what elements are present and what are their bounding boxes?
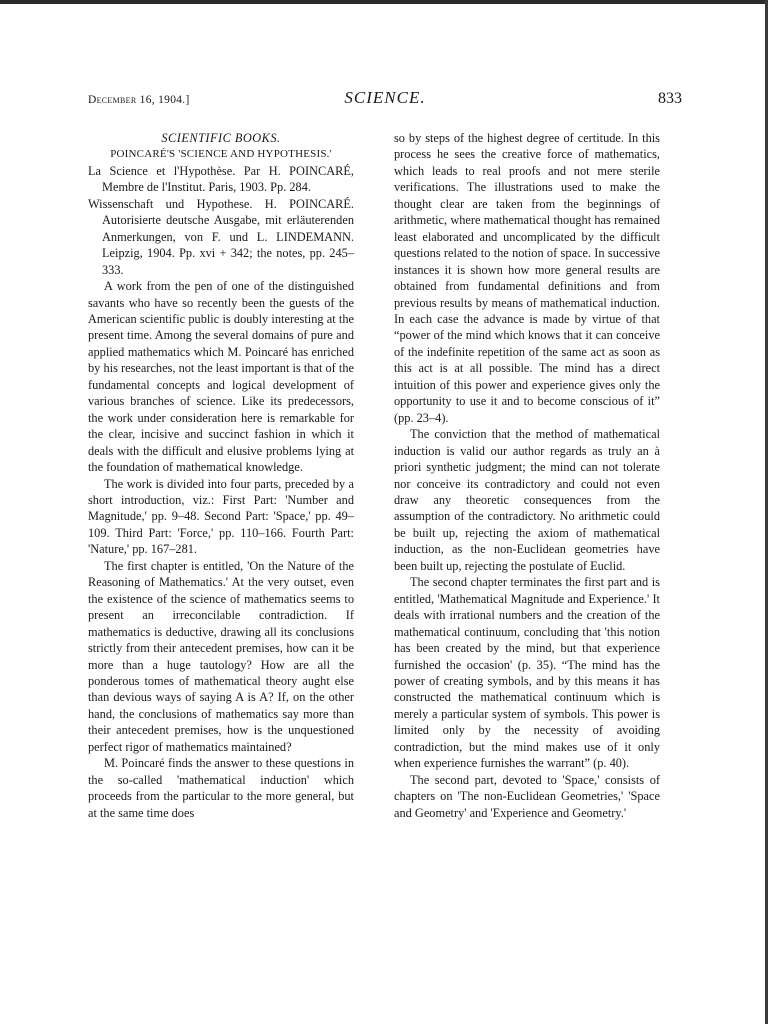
paragraph: The work is divided into four parts, preceded by a short introduction, viz.: First Part: 'Number and Magnitude,' pp. 9–48. Second Part: 'Space,' pp. 49–109. Third Part: 'Force,' pp. 110–166. Fourth Part: 'Nature,' pp. 167–281.	[88, 476, 354, 557]
left-column	[88, 130, 354, 821]
running-header	[88, 88, 682, 112]
bibliographic-reference-german: Wissenschaft und Hypothese. H. POINCARÉ. Autorisierte deutsche Ausgabe, mit erläuterenden Anmerkungen, von F. und L. LINDEMANN. Leipzig, 1904. Pp. xvi + 342; the notes, pp. 245–333.	[88, 196, 354, 277]
journal-title: SCIENCE.	[344, 88, 426, 107]
right-column	[394, 130, 660, 821]
paragraph: The first chapter is entitled, 'On the Nature of the Reasoning of Mathematics.' At the very outset, even the existence of the science of mathematics seems to present an irreconcilable contradiction. If mathematics is deductive, drawing all its conclusions strictly from their antecedent premises, how can it be more than a huge tautology? How are all the ponderous tomes of mathematical theory aught else than devious ways of saying A is A? If, on the other hand, the conclusions of mathematics say more than their antecedent premises, how is the unquestioned perfect rigor of mathematics maintained?	[88, 558, 354, 754]
section-heading: SCIENTIFIC BOOKS.	[161, 131, 281, 145]
bibliographic-reference-french: La Science et l'Hypothèse. Par H. POINCARÉ, Membre de l'Institut. Paris, 1903. Pp. 284.	[88, 163, 354, 195]
paragraph: The second chapter terminates the first part and is entitled, 'Mathematical Magnitude and Experience.' It deals with irrational numbers and the creation of the mathematical continuum, concluding that 'this notion has been created by the mind, but that experience furnished the occasion' (p. 35). “The mind has the power of creating symbols, and by this means it has constructed the mathematical continuum which is merely a particular system of symbols. This power is limited only by the necessity of avoiding contradiction, but the mind makes use of it only when experience furnishes the warrant” (p. 40).	[394, 575, 660, 771]
paragraph-continued: so by steps of the highest degree of certitude. In this process he sees the creative force of mathematics, which leads to real proofs and not mere sterile verifications. The illustrations used to make the thought clear are taken from the beginnings of arithmetic, where mathematical thought has remained least elaborated and uncomplicated by the difficult questions related to the notion of space. In successive instances it is shown how more general results are obtained from fundamental definitions and from previous results by means of mathematical induction. In each case the advance is made by virtue of that “power of the mind which knows that it can conceive of the indefinite repetition of the same act as soon as this act is at all possible. The mind has a direct intuition of this power and experience gives only the opportunity to use it and to become conscious of it” (pp. 23–4).	[394, 131, 660, 425]
scan-top-edge	[0, 0, 768, 4]
paragraph: The second part, devoted to 'Space,' consists of chapters on 'The non-Euclidean Geometries,' 'Space and Geometry' and 'Experience and Geometry.'	[394, 772, 660, 820]
header-date: December 16, 1904.]	[88, 94, 190, 106]
review-title: POINCARÉ'S 'SCIENCE AND HYPOTHESIS.'	[110, 148, 332, 161]
paragraph: A work from the pen of one of the distinguished savants who have so recently been the guests of the American scientific public is doubly interesting at the present time. Among the several domains of pure and applied mathematics which M. Poincaré has enriched by his researches, not the least important is that of the fundamental concepts and logical development of various branches of science. Like its predecessors, the work under consideration here is remarkable for the clear, incisive and succinct fashion in which it deals with the difficult and elusive problems lying at the foundation of mathematical knowledge.	[88, 279, 354, 475]
page-number: 833	[658, 90, 682, 107]
paragraph: The conviction that the method of mathematical induction is valid our author regards as truly an à priori synthetic judgment; the mind can not tolerate nor conceive its contradictory and could not even draw any theoretic consequences from the assumption of the contradictory. No arithmetic could be built up, rejecting the axiom of mathematical induction, as the non-Euclidean geometries have been built up, rejecting the postulate of Euclid.	[394, 427, 660, 573]
paragraph: M. Poincaré finds the answer to these questions in the so-called 'mathematical induction' which proceeds from the particular to the more general, but at the same time does	[88, 756, 354, 820]
